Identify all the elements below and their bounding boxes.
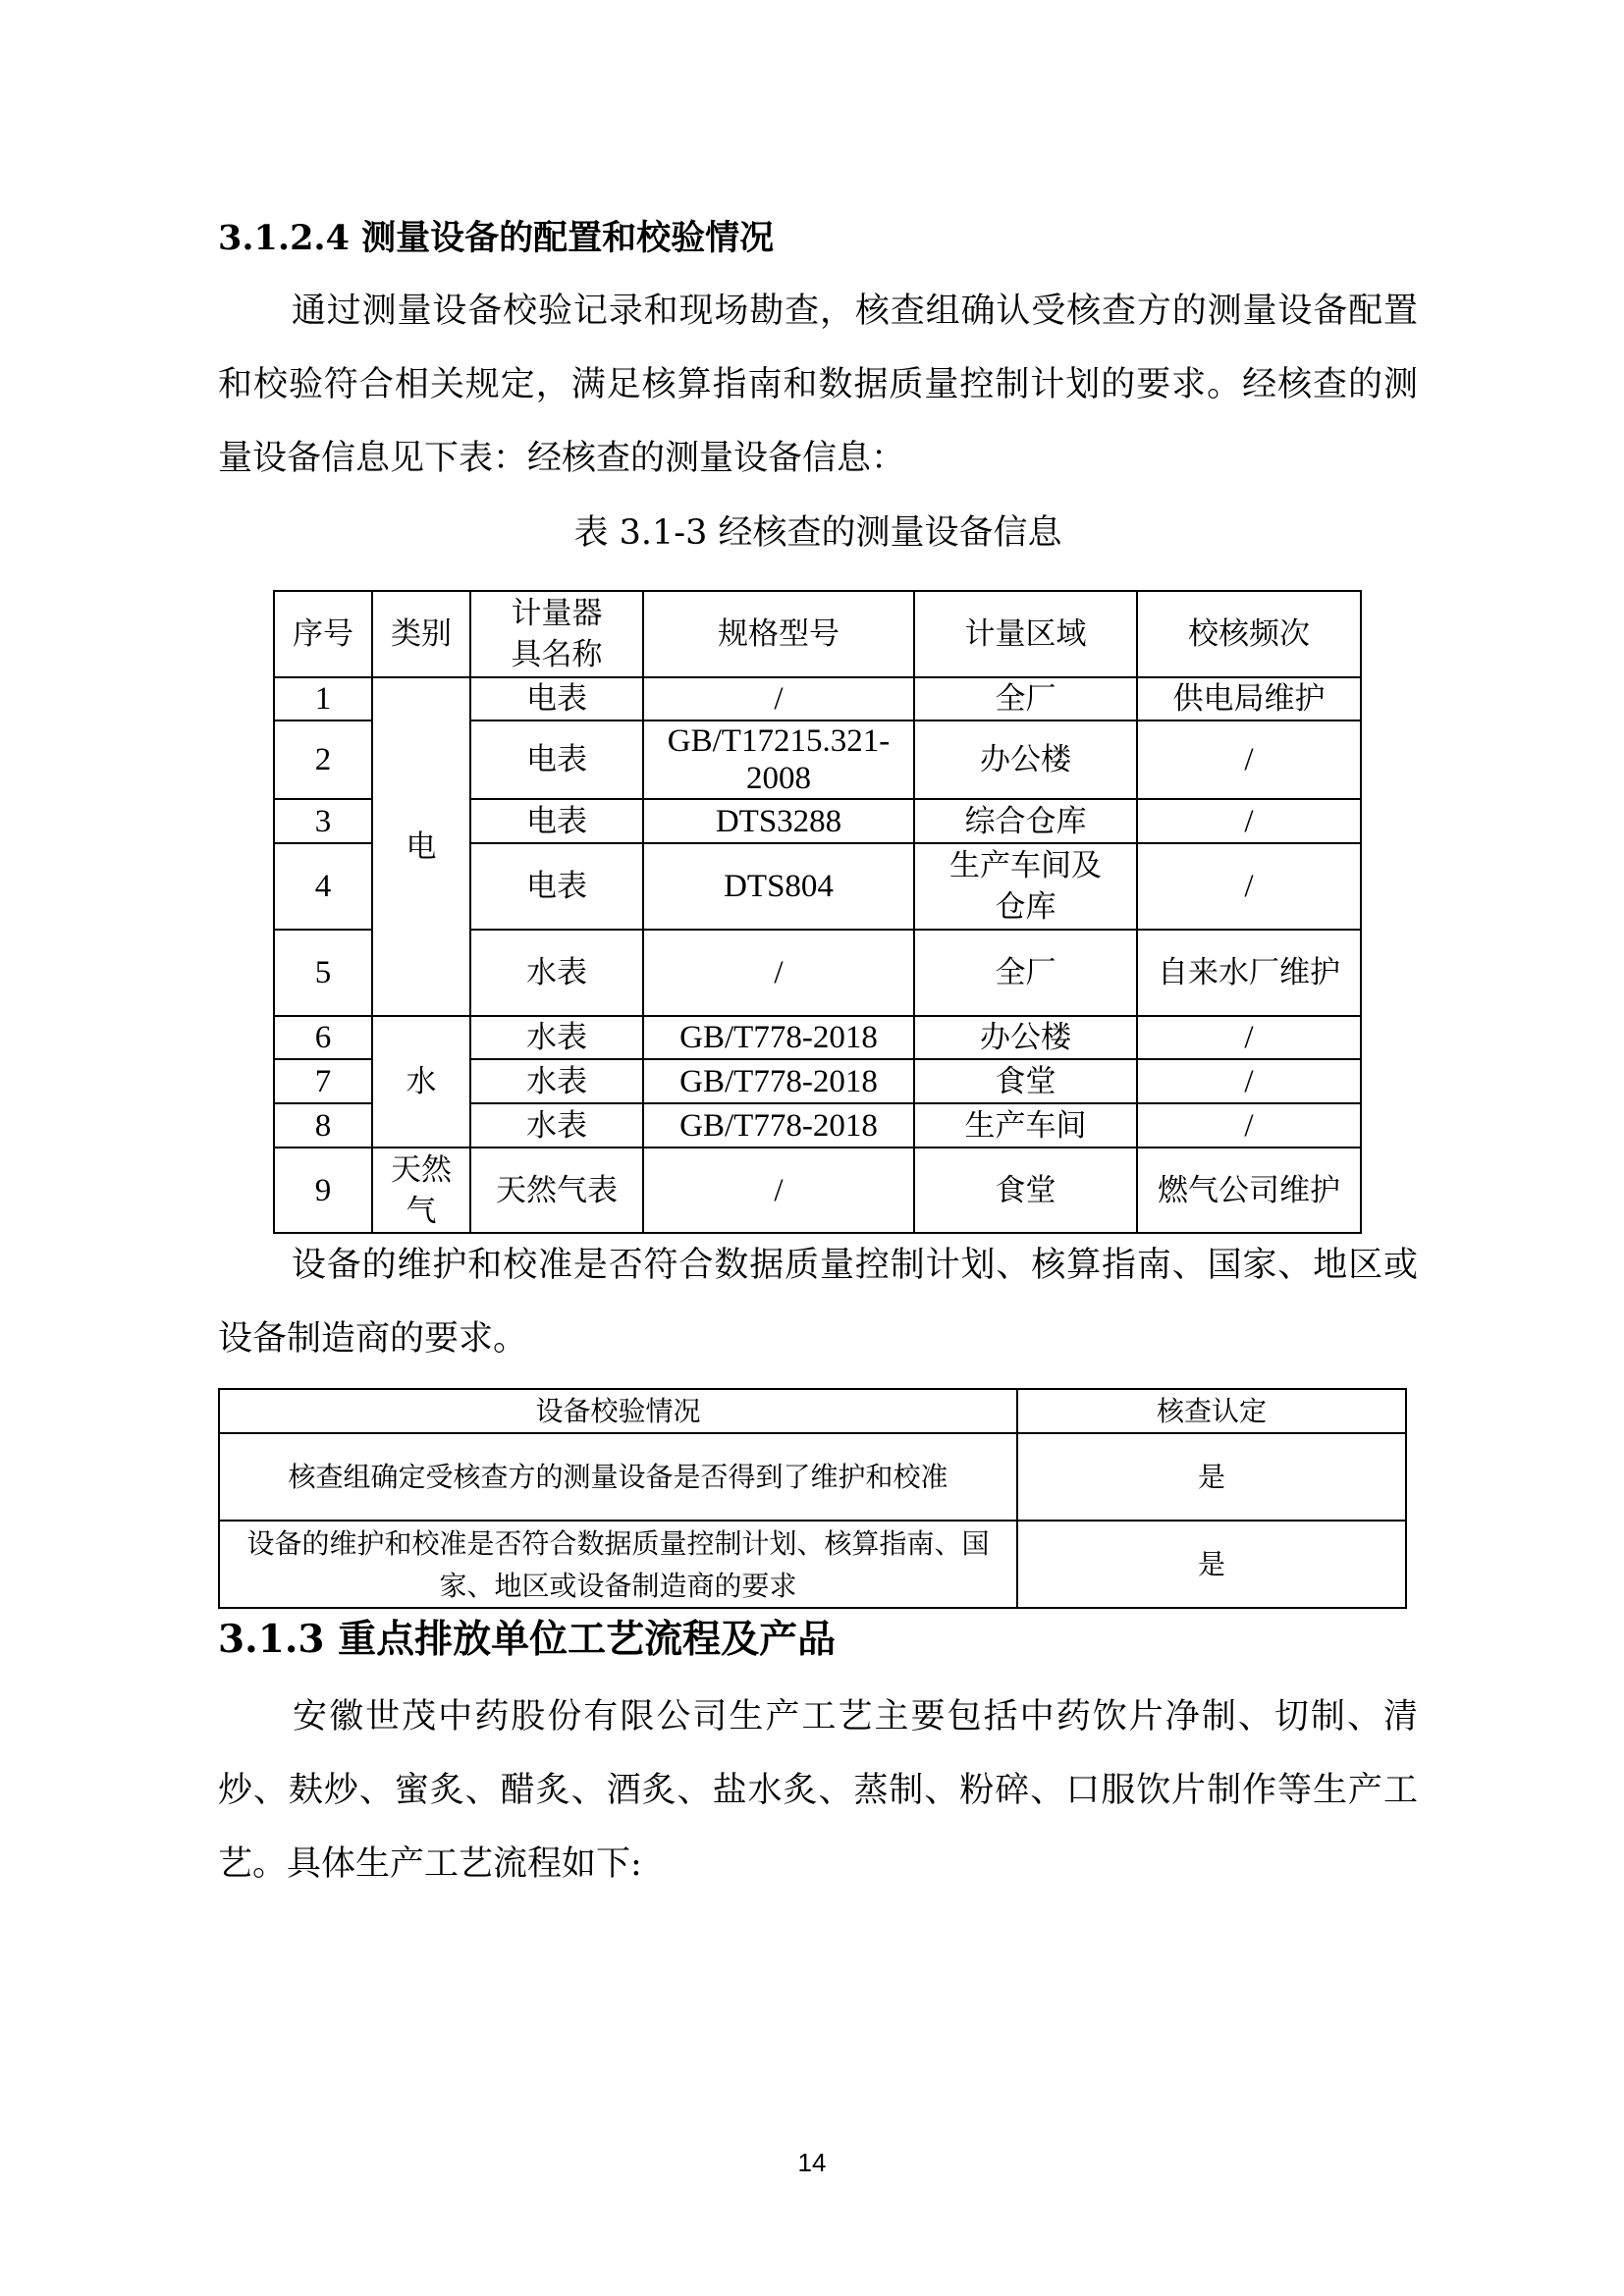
- cell-name: 水表: [470, 1016, 643, 1059]
- section-heading-3-1-2-4: 3.1.2.4 测量设备的配置和校验情况: [218, 218, 775, 258]
- cell-area: 生产车间: [914, 1103, 1137, 1148]
- measurement-equipment-table: [273, 590, 1362, 1234]
- cell-no: 3: [274, 799, 372, 843]
- header-category: 类别: [372, 591, 470, 677]
- cell-name: 电表: [470, 677, 643, 721]
- header-area: 计量区域: [914, 591, 1137, 677]
- cell-frequency: /: [1137, 1103, 1361, 1148]
- cell-category: 水: [372, 1016, 470, 1148]
- table-row: [274, 677, 1361, 721]
- header-frequency: 校核频次: [1137, 591, 1361, 677]
- cell-model: DTS3288: [643, 799, 914, 843]
- cell-no: 7: [274, 1059, 372, 1103]
- cell-no: 1: [274, 677, 372, 721]
- cell-area: 综合仓库: [914, 799, 1137, 843]
- check-item: 设备的维护和校准是否符合数据质量控制计划、核算指南、国家、地区或设备制造商的要求: [219, 1521, 1017, 1608]
- table-caption: 表 3.1-3 经核查的测量设备信息: [573, 513, 1062, 553]
- cell-no: 8: [274, 1103, 372, 1148]
- cell-model: GB/T17215.321-2008: [643, 721, 914, 799]
- check-header-result: 核查认定: [1017, 1389, 1406, 1433]
- cell-model: GB/T778-2018: [643, 1016, 914, 1059]
- maintenance-paragraph: [218, 1229, 1418, 1376]
- cell-no: 6: [274, 1016, 372, 1059]
- intro-paragraph: [218, 275, 1418, 496]
- cell-frequency: 供电局维护: [1137, 677, 1361, 721]
- table-header-row: [274, 591, 1361, 677]
- cell-category: 天然气: [372, 1148, 470, 1233]
- cell-no: 5: [274, 930, 372, 1016]
- cell-area: 全厂: [914, 930, 1137, 1016]
- check-table-header-row: [219, 1389, 1406, 1433]
- cell-area: 办公楼: [914, 721, 1137, 799]
- process-paragraph: [218, 1681, 1418, 1901]
- header-instrument-name: 计量器具名称: [470, 591, 643, 677]
- cell-area: 生产车间及仓库: [914, 843, 1137, 930]
- intro-paragraph-text: 通过测量设备校验记录和现场勘查，核查组确认受核查方的测量设备配置和校验符合相关规定，满足核算指南和数据质量控制计划的要求。经核查的测量设备信息见下表：经核查的测量设备信息：: [218, 292, 1418, 478]
- cell-no: 4: [274, 843, 372, 930]
- section-heading-3-1-3: 3.1.3 重点排放单位工艺流程及产品: [218, 1617, 837, 1662]
- cell-model: GB/T778-2018: [643, 1103, 914, 1148]
- cell-name: 天然气表: [470, 1148, 643, 1233]
- equipment-check-table: [218, 1388, 1407, 1609]
- cell-name: 水表: [470, 930, 643, 1016]
- cell-area: 办公楼: [914, 1016, 1137, 1059]
- table-row: [274, 1148, 1361, 1233]
- cell-name: 水表: [470, 1103, 643, 1148]
- cell-frequency: /: [1137, 1059, 1361, 1103]
- cell-name: 电表: [470, 799, 643, 843]
- cell-frequency: 燃气公司维护: [1137, 1148, 1361, 1233]
- cell-model: DTS804: [643, 843, 914, 930]
- cell-frequency: /: [1137, 1016, 1361, 1059]
- cell-area: 全厂: [914, 677, 1137, 721]
- cell-model: GB/T778-2018: [643, 1059, 914, 1103]
- check-table-row: [219, 1433, 1406, 1521]
- cell-name: 电表: [470, 843, 643, 930]
- cell-name: 电表: [470, 721, 643, 799]
- check-result: 是: [1017, 1521, 1406, 1608]
- check-item: 核查组确定受核查方的测量设备是否得到了维护和校准: [219, 1433, 1017, 1521]
- header-model: 规格型号: [643, 591, 914, 677]
- cell-area: 食堂: [914, 1059, 1137, 1103]
- check-header-item: 设备校验情况: [219, 1389, 1017, 1433]
- process-paragraph-text: 安徽世茂中药股份有限公司生产工艺主要包括中药饮片净制、切制、清炒、麸炒、蜜炙、醋炙、酒炙、盐水炙、蒸制、粉碎、口服饮片制作等生产工艺。具体生产工艺流程如下:: [218, 1697, 1418, 1884]
- check-result: 是: [1017, 1433, 1406, 1521]
- table-row: [274, 1016, 1361, 1059]
- cell-frequency: /: [1137, 843, 1361, 930]
- cell-model: /: [643, 677, 914, 721]
- cell-name: 水表: [470, 1059, 643, 1103]
- cell-category: 电: [372, 677, 470, 1016]
- cell-frequency: /: [1137, 721, 1361, 799]
- header-no: 序号: [274, 591, 372, 677]
- cell-model: /: [643, 930, 914, 1016]
- maintenance-paragraph-text: 设备的维护和校准是否符合数据质量控制计划、核算指南、国家、地区或设备制造商的要求。: [218, 1246, 1418, 1359]
- cell-model: /: [643, 1148, 914, 1233]
- cell-frequency: 自来水厂维护: [1137, 930, 1361, 1016]
- cell-no: 9: [274, 1148, 372, 1233]
- check-table-row: [219, 1521, 1406, 1608]
- cell-frequency: /: [1137, 799, 1361, 843]
- page-number: 14: [797, 2148, 827, 2177]
- cell-area: 食堂: [914, 1148, 1137, 1233]
- cell-no: 2: [274, 721, 372, 799]
